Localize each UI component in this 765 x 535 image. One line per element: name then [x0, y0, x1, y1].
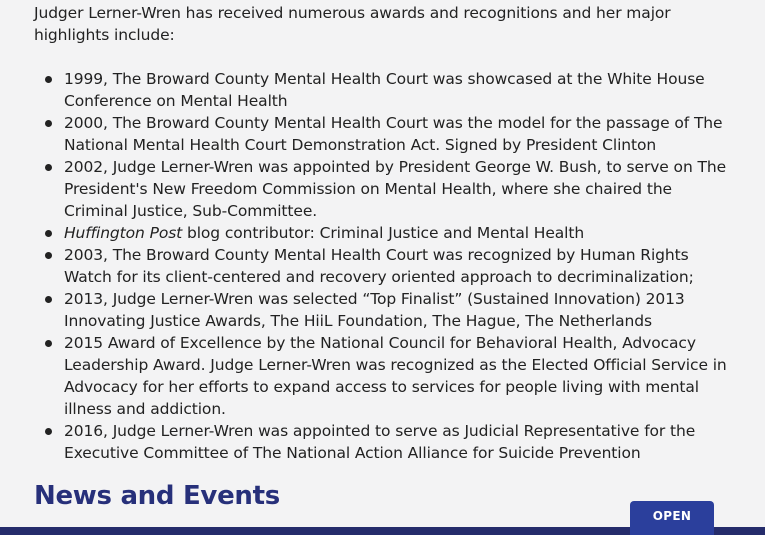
open-button[interactable]: OPEN	[630, 501, 714, 535]
list-item-text: 2000, The Broward County Mental Health Court was the model for the passage of The National Mental Health Court Demonstration Act. Signed by President Clinton	[64, 114, 723, 154]
bullet-icon	[45, 164, 52, 171]
list-item-text: 2003, The Broward County Mental Health Court was recognized by Human Rights Watch for its client-centered and recovery oriented approach to decriminalization;	[64, 246, 694, 286]
publication-name: Huffington Post	[64, 224, 183, 242]
list-item	[34, 222, 734, 244]
bullet-icon	[45, 252, 52, 259]
list-item	[34, 68, 734, 112]
bullet-icon	[45, 76, 52, 83]
list-item-text: 2002, Judge Lerner-Wren was appointed by President George W. Bush, to serve on The President's New Freedom Commission on Mental Health, where she chaired the Criminal Justice, Sub-Committee.	[64, 158, 727, 220]
highlights-list	[34, 68, 734, 464]
list-item	[34, 288, 734, 332]
news-events-heading: News and Events	[34, 481, 280, 511]
list-item	[34, 112, 734, 156]
bullet-icon	[45, 428, 52, 435]
list-item-text: blog contributor: Criminal Justice and Mental Health	[182, 224, 585, 242]
bullet-icon	[45, 120, 52, 127]
list-item-text: 2013, Judge Lerner-Wren was selected “Top Finalist” (Sustained Innovation) 2013 Innovating Justice Awards, The HiiL Foundation, The Hague, The Netherlands	[64, 290, 685, 330]
bullet-icon	[45, 230, 52, 237]
list-item-text: 2016, Judge Lerner-Wren was appointed to serve as Judicial Representative for the Executive Committee of The National Action Alliance for Suicide Prevention	[64, 422, 696, 462]
main-content	[34, 2, 734, 464]
list-item	[34, 420, 734, 464]
list-item	[34, 244, 734, 288]
bullet-icon	[45, 296, 52, 303]
list-item	[34, 156, 734, 222]
list-item	[34, 332, 734, 420]
bullet-icon	[45, 340, 52, 347]
list-item-text: 1999, The Broward County Mental Health Court was showcased at the White House Conference on Mental Health	[64, 70, 705, 110]
intro-paragraph: Judger Lerner-Wren has received numerous awards and recognitions and her major highlights include:	[34, 4, 671, 44]
list-item-text: 2015 Award of Excellence by the National Council for Behavioral Health, Advocacy Leadership Award. Judge Lerner-Wren was recognized as the Elected Official Service in Advocacy for her efforts to expand access to services for people living with mental illness and addiction.	[64, 334, 727, 418]
